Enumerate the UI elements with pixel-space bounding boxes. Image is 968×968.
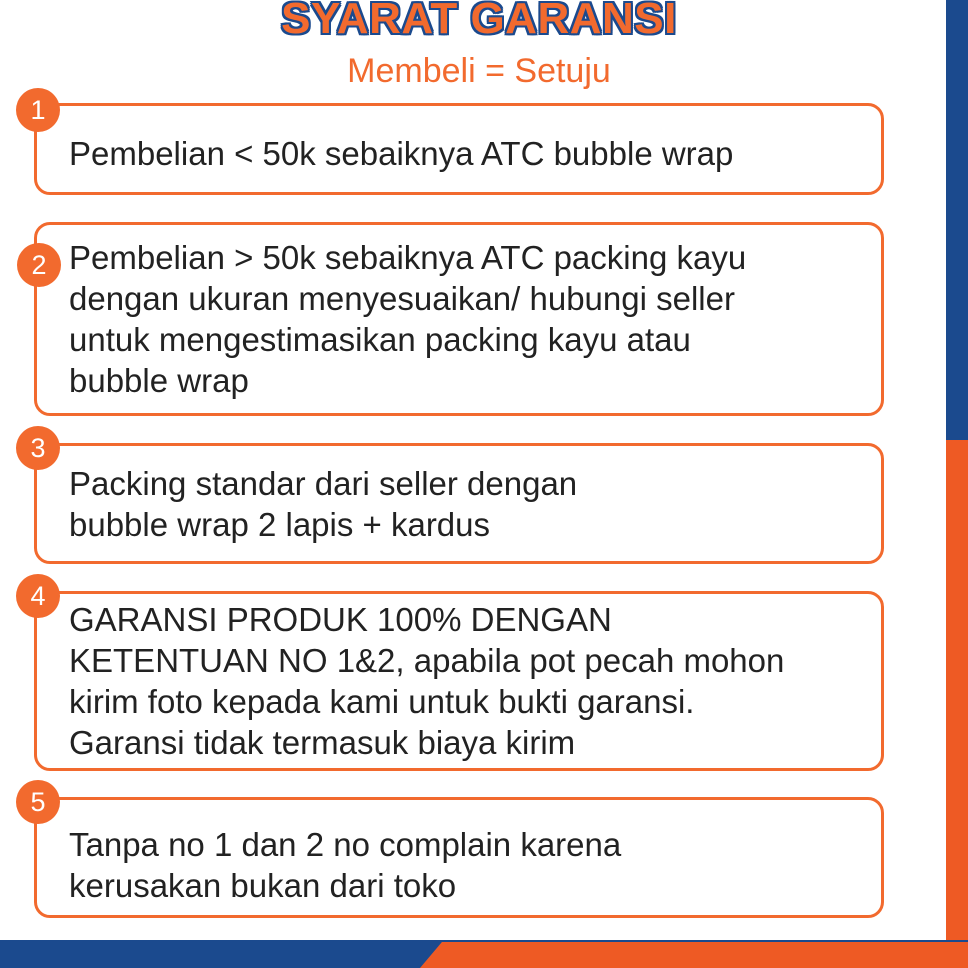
page-title: SYARAT GARANSI [281, 0, 677, 43]
terms-item-1 [34, 103, 884, 195]
terms-item-3 [34, 443, 884, 564]
number-badge: 5 [16, 780, 60, 824]
terms-item-text: GARANSI PRODUK 100% DENGAN KETENTUAN NO 1&2, apabila pot pecah mohon kirim foto kepada kami untuk bukti garansi. Garansi tidak termasuk biaya kirim [69, 601, 785, 761]
page-subtitle: Membeli = Setuju [347, 52, 611, 90]
terms-item-text: Packing standar dari seller dengan bubble wrap 2 lapis + kardus [69, 465, 578, 543]
number-badge: 2 [17, 243, 61, 287]
side-stripe-orange [946, 440, 968, 968]
terms-item-text: Pembelian < 50k sebaiknya ATC bubble wrap [69, 135, 734, 172]
terms-item-4 [34, 591, 884, 771]
terms-item-text: Pembelian > 50k sebaiknya ATC packing kayu dengan ukuran menyesuaikan/ hubungi seller untuk mengestimasikan packing kayu atau bubble wrap [69, 239, 747, 399]
number-badge: 1 [16, 88, 60, 132]
number-badge: 3 [16, 426, 60, 470]
number-badge: 4 [16, 574, 60, 618]
bottom-stripe-orange [420, 942, 968, 968]
terms-item-5 [34, 797, 884, 918]
terms-item-2 [34, 222, 884, 416]
terms-item-text: Tanpa no 1 dan 2 no complain karena kerusakan bukan dari toko [69, 826, 622, 904]
